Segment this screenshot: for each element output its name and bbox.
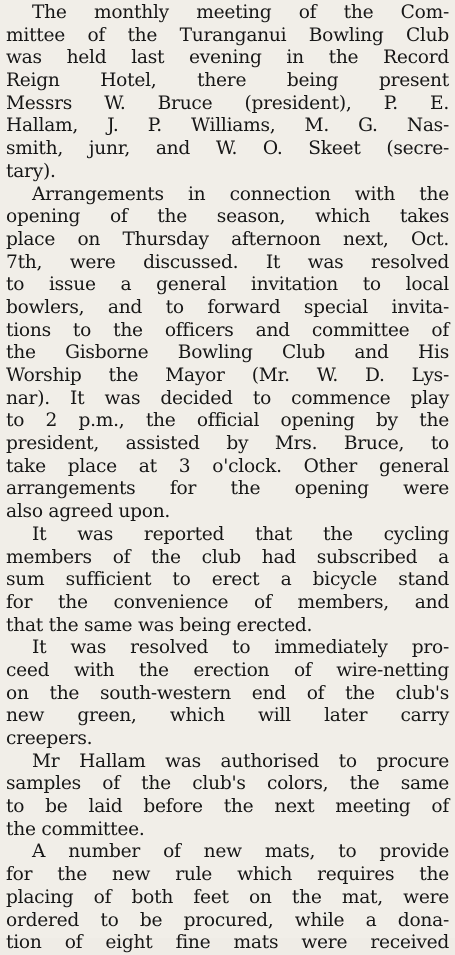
- paragraph-5: [6, 751, 449, 842]
- text-line: Mr Hallam was authorised to procure: [32, 750, 449, 772]
- text-line: 7th, were discussed. It was resolved: [6, 251, 449, 273]
- text-line: the Gisborne Bowling Club and His: [6, 342, 449, 364]
- text-line: tion of eight fine mats were received: [6, 932, 449, 954]
- text-line: take place at 3 o'clock. Other general: [6, 455, 449, 477]
- text-line: Reign Hotel, there being present: [6, 70, 449, 92]
- paragraph-3: [6, 524, 449, 637]
- text-line: The monthly meeting of the Com-: [32, 2, 449, 23]
- text-line: nar). It was decided to commence play: [6, 387, 449, 409]
- text-line: samples of the club's colors, the same: [6, 773, 449, 795]
- text-line: to 2 p.m., the official opening by the: [6, 410, 449, 432]
- text-line: to be laid before the next meeting of: [6, 796, 449, 818]
- text-line: tary).: [6, 160, 56, 182]
- text-line: mittee of the Turanganui Bowling Club: [6, 24, 449, 46]
- paragraph-2: [6, 184, 449, 524]
- text-line: place on Thursday afternoon next, Oct.: [6, 228, 449, 250]
- text-line: It was resolved to immediately pro-: [32, 637, 449, 659]
- text-line: that the same was being erected.: [6, 614, 313, 636]
- text-line: smith, junr, and W. O. Skeet (secre-: [6, 138, 449, 160]
- text-line: sum sufficient to erect a bicycle stand: [6, 569, 449, 591]
- text-line: to issue a general invitation to local: [6, 274, 449, 296]
- text-line: for the convenience of members, and: [6, 591, 449, 613]
- text-line: opening of the season, which takes: [6, 206, 449, 228]
- text-line: members of the club had subscribed a: [6, 546, 449, 568]
- text-line: bowlers, and to forward special invita-: [6, 296, 449, 318]
- text-line: on the south-western end of the club's: [6, 682, 449, 704]
- paragraph-1: [6, 2, 449, 184]
- text-line: It was reported that the cycling: [32, 523, 449, 545]
- text-line: ceed with the erection of wire-netting: [6, 659, 449, 681]
- text-line: was held last evening in the Record: [6, 47, 449, 69]
- text-line: also agreed upon.: [6, 501, 171, 523]
- text-line: Hallam, J. P. Williams, M. G. Nas-: [6, 115, 449, 137]
- paragraph-4: [6, 637, 449, 750]
- article-body: [6, 2, 449, 955]
- text-line: Messrs W. Bruce (president), P. E.: [6, 92, 449, 114]
- text-line: for the new rule which requires the: [6, 864, 449, 886]
- text-line: Worship the Mayor (Mr. W. D. Lys-: [6, 365, 449, 386]
- text-line: the committee.: [6, 818, 145, 840]
- paragraph-6: [6, 841, 449, 954]
- text-line: arrangements for the opening were: [6, 478, 449, 500]
- text-line: placing of both feet on the mat, were: [6, 886, 449, 908]
- text-line: president, assisted by Mrs. Bruce, to: [6, 433, 449, 455]
- text-line: Arrangements in connection with the: [32, 183, 449, 205]
- text-line: ordered to be procured, while a dona-: [6, 909, 449, 931]
- text-line: new green, which will later carry: [6, 705, 449, 727]
- text-line: A number of new mats, to provide: [32, 841, 449, 863]
- text-line: creepers.: [6, 728, 93, 749]
- text-line: tions to the officers and committee of: [6, 319, 449, 341]
